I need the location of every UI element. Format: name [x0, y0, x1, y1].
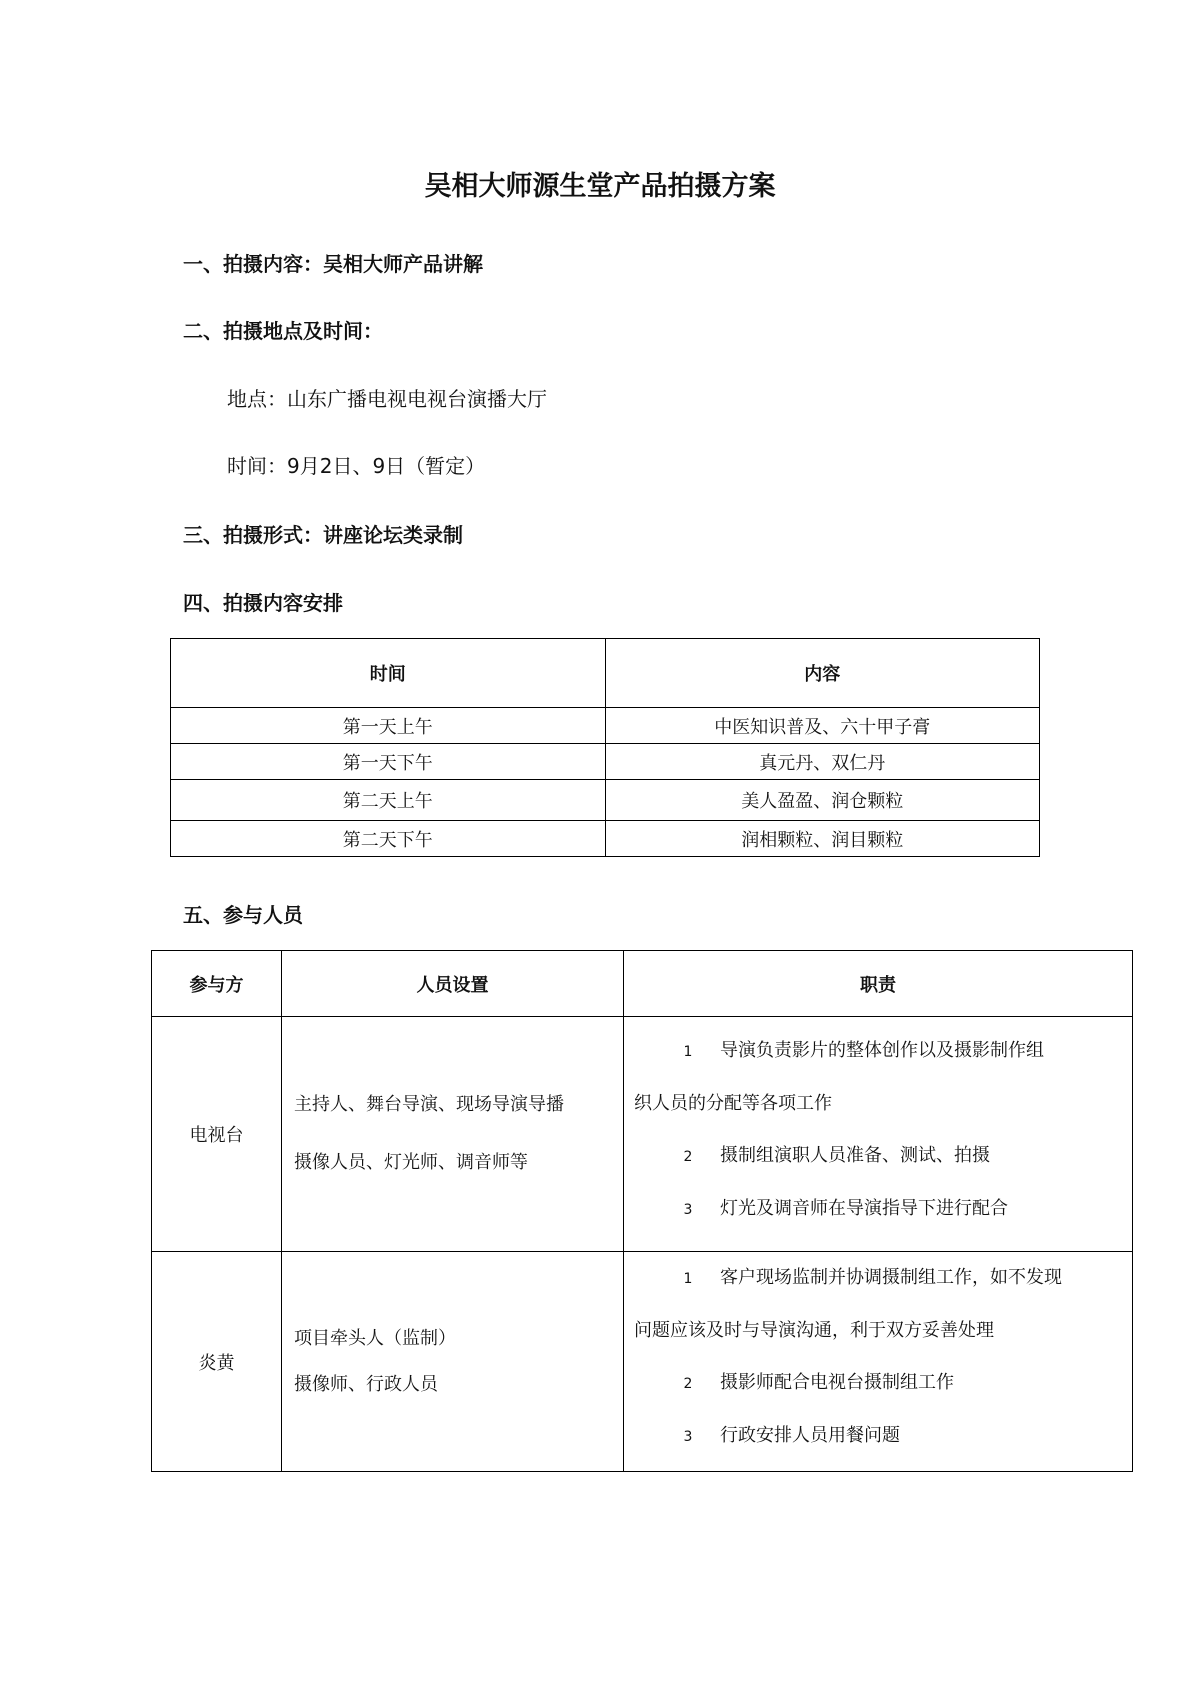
cell-roles	[282, 1252, 624, 1472]
duty-text-continued: 织人员的分配等各项工作	[634, 1093, 832, 1114]
table-header-row	[152, 951, 1133, 1017]
duty-number: 2	[683, 1149, 693, 1165]
duty-item	[634, 1357, 1124, 1410]
cell-time: 第一天下午	[171, 744, 606, 780]
duty-text: 行政安排人员用餐问题	[720, 1425, 900, 1446]
duty-number: 3	[683, 1429, 693, 1445]
header-roles: 人员设置	[282, 951, 624, 1017]
time-text: 时间：9月2日、9日（暂定）	[227, 454, 486, 478]
cell-content: 中医知识普及、六十甲子膏	[605, 708, 1040, 744]
cell-duties	[624, 1017, 1133, 1252]
header-time: 时间	[171, 639, 606, 708]
duty-number: 2	[683, 1376, 693, 1392]
schedule-table	[170, 638, 1040, 857]
document-title: 吴相大师源生堂产品拍摄方案	[424, 171, 776, 202]
cell-time: 第一天上午	[171, 708, 606, 744]
duty-item	[634, 1025, 1124, 1078]
role-line: 摄像师、行政人员	[294, 1373, 438, 1395]
cell-party: 炎黄	[152, 1252, 282, 1472]
section-2-heading: 二、拍摄地点及时间：	[183, 319, 383, 343]
cell-content: 润相颗粒、润目颗粒	[605, 821, 1040, 857]
table-row	[171, 821, 1040, 857]
table-row	[152, 1252, 1133, 1472]
cell-duties	[624, 1252, 1133, 1472]
header-party: 参与方	[152, 951, 282, 1017]
duty-number: 1	[683, 1271, 693, 1287]
duty-number: 1	[683, 1044, 693, 1060]
table-row	[171, 744, 1040, 780]
cell-party: 电视台	[152, 1017, 282, 1252]
section-4-heading: 四、拍摄内容安排	[183, 591, 343, 615]
role-line: 摄像人员、灯光师、调音师等	[294, 1152, 528, 1173]
duty-text: 客户现场监制并协调摄制组工作，如不发现	[720, 1267, 1062, 1288]
table-row	[171, 780, 1040, 821]
location-text: 地点：山东广播电视电视台演播大厅	[227, 387, 547, 411]
duty-item	[634, 1410, 1124, 1463]
cell-time: 第二天上午	[171, 780, 606, 821]
duty-text: 摄影师配合电视台摄制组工作	[720, 1372, 954, 1393]
cell-roles	[282, 1017, 624, 1252]
duty-item	[634, 1130, 1124, 1183]
cell-content: 美人盈盈、润仓颗粒	[605, 780, 1040, 821]
table-header-row	[171, 639, 1040, 708]
duty-text: 导演负责影片的整体创作以及摄影制作组	[720, 1040, 1044, 1061]
duty-number: 3	[683, 1202, 693, 1218]
cell-time: 第二天下午	[171, 821, 606, 857]
header-duties: 职责	[624, 951, 1133, 1017]
section-3-heading: 三、拍摄形式：讲座论坛类录制	[183, 523, 463, 547]
header-content: 内容	[605, 639, 1040, 708]
duty-item	[634, 1252, 1124, 1305]
role-line: 项目牵头人（监制）	[294, 1327, 456, 1349]
staff-table	[151, 950, 1133, 1472]
section-5-heading: 五、参与人员	[183, 903, 303, 927]
duty-text-continued: 问题应该及时与导演沟通，利于双方妥善处理	[634, 1320, 994, 1341]
section-1-heading: 一、拍摄内容：吴相大师产品讲解	[183, 252, 483, 276]
table-row	[171, 708, 1040, 744]
duty-text: 灯光及调音师在导演指导下进行配合	[720, 1198, 1008, 1219]
role-line: 主持人、舞台导演、现场导演导播	[294, 1094, 564, 1115]
duty-text: 摄制组演职人员准备、测试、拍摄	[720, 1145, 990, 1166]
table-row	[152, 1017, 1133, 1252]
cell-content: 真元丹、双仁丹	[605, 744, 1040, 780]
duty-item	[634, 1183, 1124, 1236]
